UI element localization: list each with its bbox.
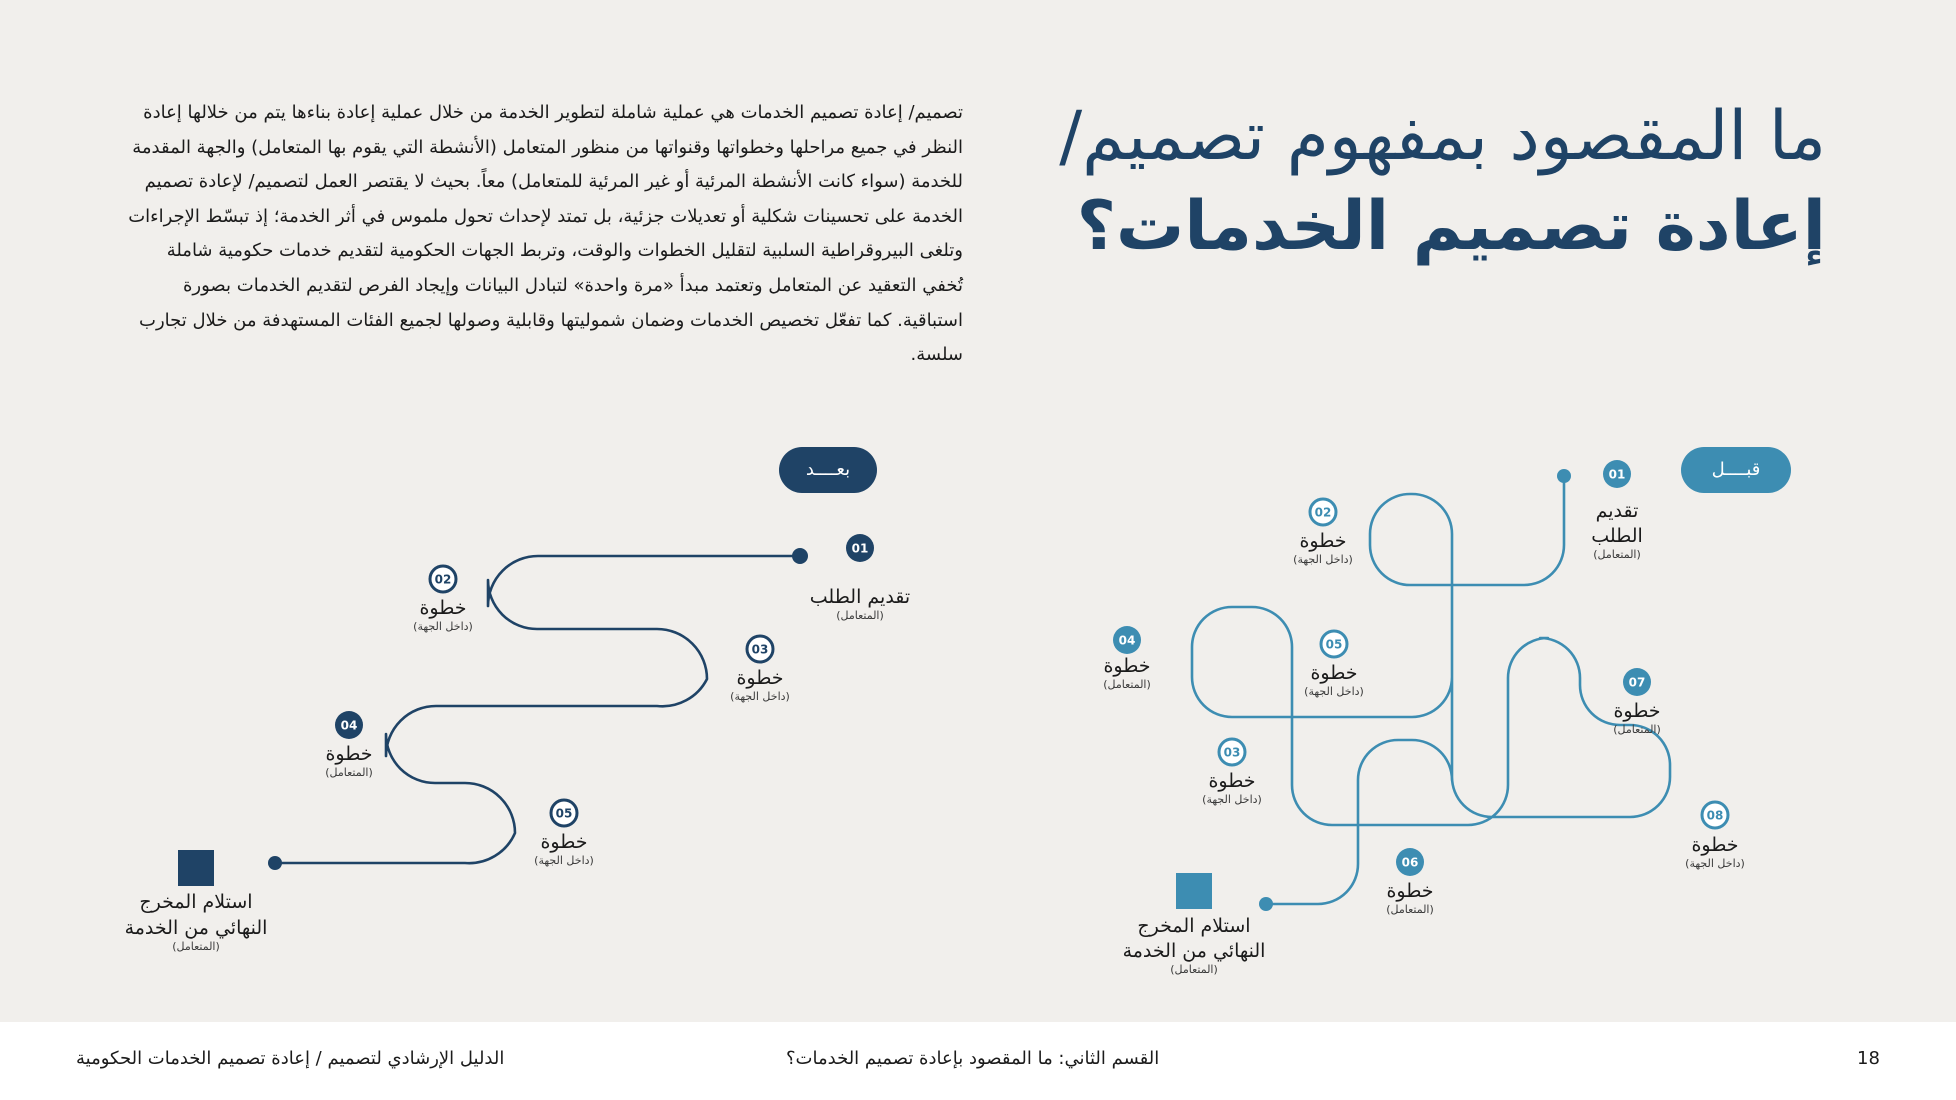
page-title-line-2: إعادة تصميم الخدمات؟ — [1076, 186, 1826, 266]
before-step-07-label: خطوة — [1613, 700, 1661, 722]
after-step-04-label: خطوة — [325, 743, 373, 765]
before-step-07-number: 07 — [1628, 675, 1646, 690]
after-end-sub: (المتعامل) — [172, 940, 220, 953]
after-step-05 — [534, 800, 594, 867]
before-step-03-sub: (داخل الجهة) — [1202, 793, 1262, 806]
page-title-line-1: ما المقصود بمفهوم تصميم/ — [1059, 97, 1826, 176]
before-step-04-sub: (المتعامل) — [1103, 678, 1151, 691]
after-step-05-sub: (داخل الجهة) — [534, 854, 594, 867]
after-label-pill: بعــــد — [779, 447, 877, 493]
before-step-02-label: خطوة — [1299, 530, 1347, 552]
intro-paragraph: تصميم/ إعادة تصميم الخدمات هي عملية شاملة لتطوير الخدمة من خلال عملية إعادة بناءها يتم من خلالها إعادة النظر في جميع مراحلها وخطواتها وقنواتها من منظور المتعامل (الأنشطة التي يقوم بها المتعامل) والجهة المقدمة للخدمة (سواء كانت الأنشطة المرئية أو غير المرئية للمتعامل) معاً. بحيث لا يقتصر العمل لتصميم/ لإعادة تصميم الخدمة على تحسينات شكلية أو تعديلات جزئية، بل تمتد لإحداث تحول ملموس في أثر الخدمة؛ إذ تبسّط الإجراءات وتلغى البيروقراطية السلبية لتقليل الخطوات والوقت، وتربط الجهات الحكومية لتقديم خدمات حكومية شاملة تُخفي التعقيد عن المتعامل وتعتمد مبدأ «مرة واحدة» لتبادل البيانات وإيجاد الفرص لتقديم الخدمات بصورة استباقية. كما تفعّل تخصيص الخدمات وضمان شموليتها وقابلية وصولها لجميع الفئات المستهدفة من خلال تجارب سلسة. — [128, 102, 963, 366]
after-step-04-number: 04 — [340, 718, 358, 733]
before-step-04-label: خطوة — [1103, 655, 1151, 677]
after-step-03-label: خطوة — [736, 667, 784, 689]
after-step-01-label: تقديم الطلب — [809, 586, 911, 608]
after-step-03 — [730, 636, 790, 703]
after-step-04 — [325, 711, 373, 779]
before-step-01-sub: (المتعامل) — [1593, 548, 1641, 561]
after-end-dot — [268, 856, 282, 870]
before-end-label-2: النهائي من الخدمة — [1122, 940, 1266, 962]
footer-guide-title: الدليل الإرشادي لتصميم / إعادة تصميم الخدمات الحكومية — [76, 1048, 505, 1069]
after-step-01-number: 01 — [851, 541, 869, 556]
before-step-05-label: خطوة — [1310, 662, 1358, 684]
before-step-08-number: 08 — [1706, 808, 1724, 823]
after-start-dot — [792, 548, 808, 564]
before-step-08-label: خطوة — [1691, 834, 1739, 856]
after-step-03-sub: (داخل الجهة) — [730, 690, 790, 703]
after-end-label-1: استلام المخرج — [139, 891, 253, 913]
before-step-06-sub: (المتعامل) — [1386, 903, 1434, 916]
after-step-01-sub: (المتعامل) — [836, 609, 884, 622]
after-step-03-number: 03 — [751, 642, 769, 657]
after-step-01 — [810, 534, 910, 622]
before-end-label-1: استلام المخرج — [1137, 915, 1251, 937]
before-step-01-label-2: الطلب — [1591, 525, 1643, 547]
before-step-04-number: 04 — [1118, 633, 1136, 648]
before-label-pill: قبــــل — [1681, 447, 1791, 493]
after-step-05-number: 05 — [555, 806, 573, 821]
after-journey-path — [275, 556, 800, 863]
before-step-06-number: 06 — [1401, 855, 1419, 870]
before-step-06-label: خطوة — [1386, 880, 1434, 902]
after-step-04-sub: (المتعامل) — [325, 766, 373, 779]
after-end-square — [178, 850, 214, 886]
after-end-label-2: النهائي من الخدمة — [124, 917, 268, 939]
before-step-07-sub: (المتعامل) — [1613, 723, 1661, 736]
footer-page-number: 18 — [1857, 1048, 1880, 1069]
after-step-05-label: خطوة — [540, 831, 588, 853]
before-step-03-number: 03 — [1223, 745, 1241, 760]
after-step-02-label: خطوة — [419, 597, 467, 619]
footer-section-title: القسم الثاني: ما المقصود بإعادة تصميم الخدمات؟ — [786, 1048, 1160, 1069]
before-step-01-number: 01 — [1608, 467, 1626, 482]
after-end — [125, 891, 268, 953]
after-step-02-sub: (داخل الجهة) — [413, 620, 473, 633]
before-end-sub: (المتعامل) — [1170, 963, 1218, 976]
before-step-03-label: خطوة — [1208, 770, 1256, 792]
before-step-02-sub: (داخل الجهة) — [1293, 553, 1353, 566]
before-step-02-number: 02 — [1314, 505, 1332, 520]
before-step-01-label-1: تقديم — [1595, 500, 1639, 522]
after-step-02 — [413, 566, 473, 633]
after-step-02-number: 02 — [434, 572, 452, 587]
before-step-05-number: 05 — [1325, 637, 1343, 652]
before-step-08-sub: (داخل الجهة) — [1685, 857, 1745, 870]
before-step-05-sub: (داخل الجهة) — [1304, 685, 1364, 698]
footer — [0, 1022, 1956, 1100]
